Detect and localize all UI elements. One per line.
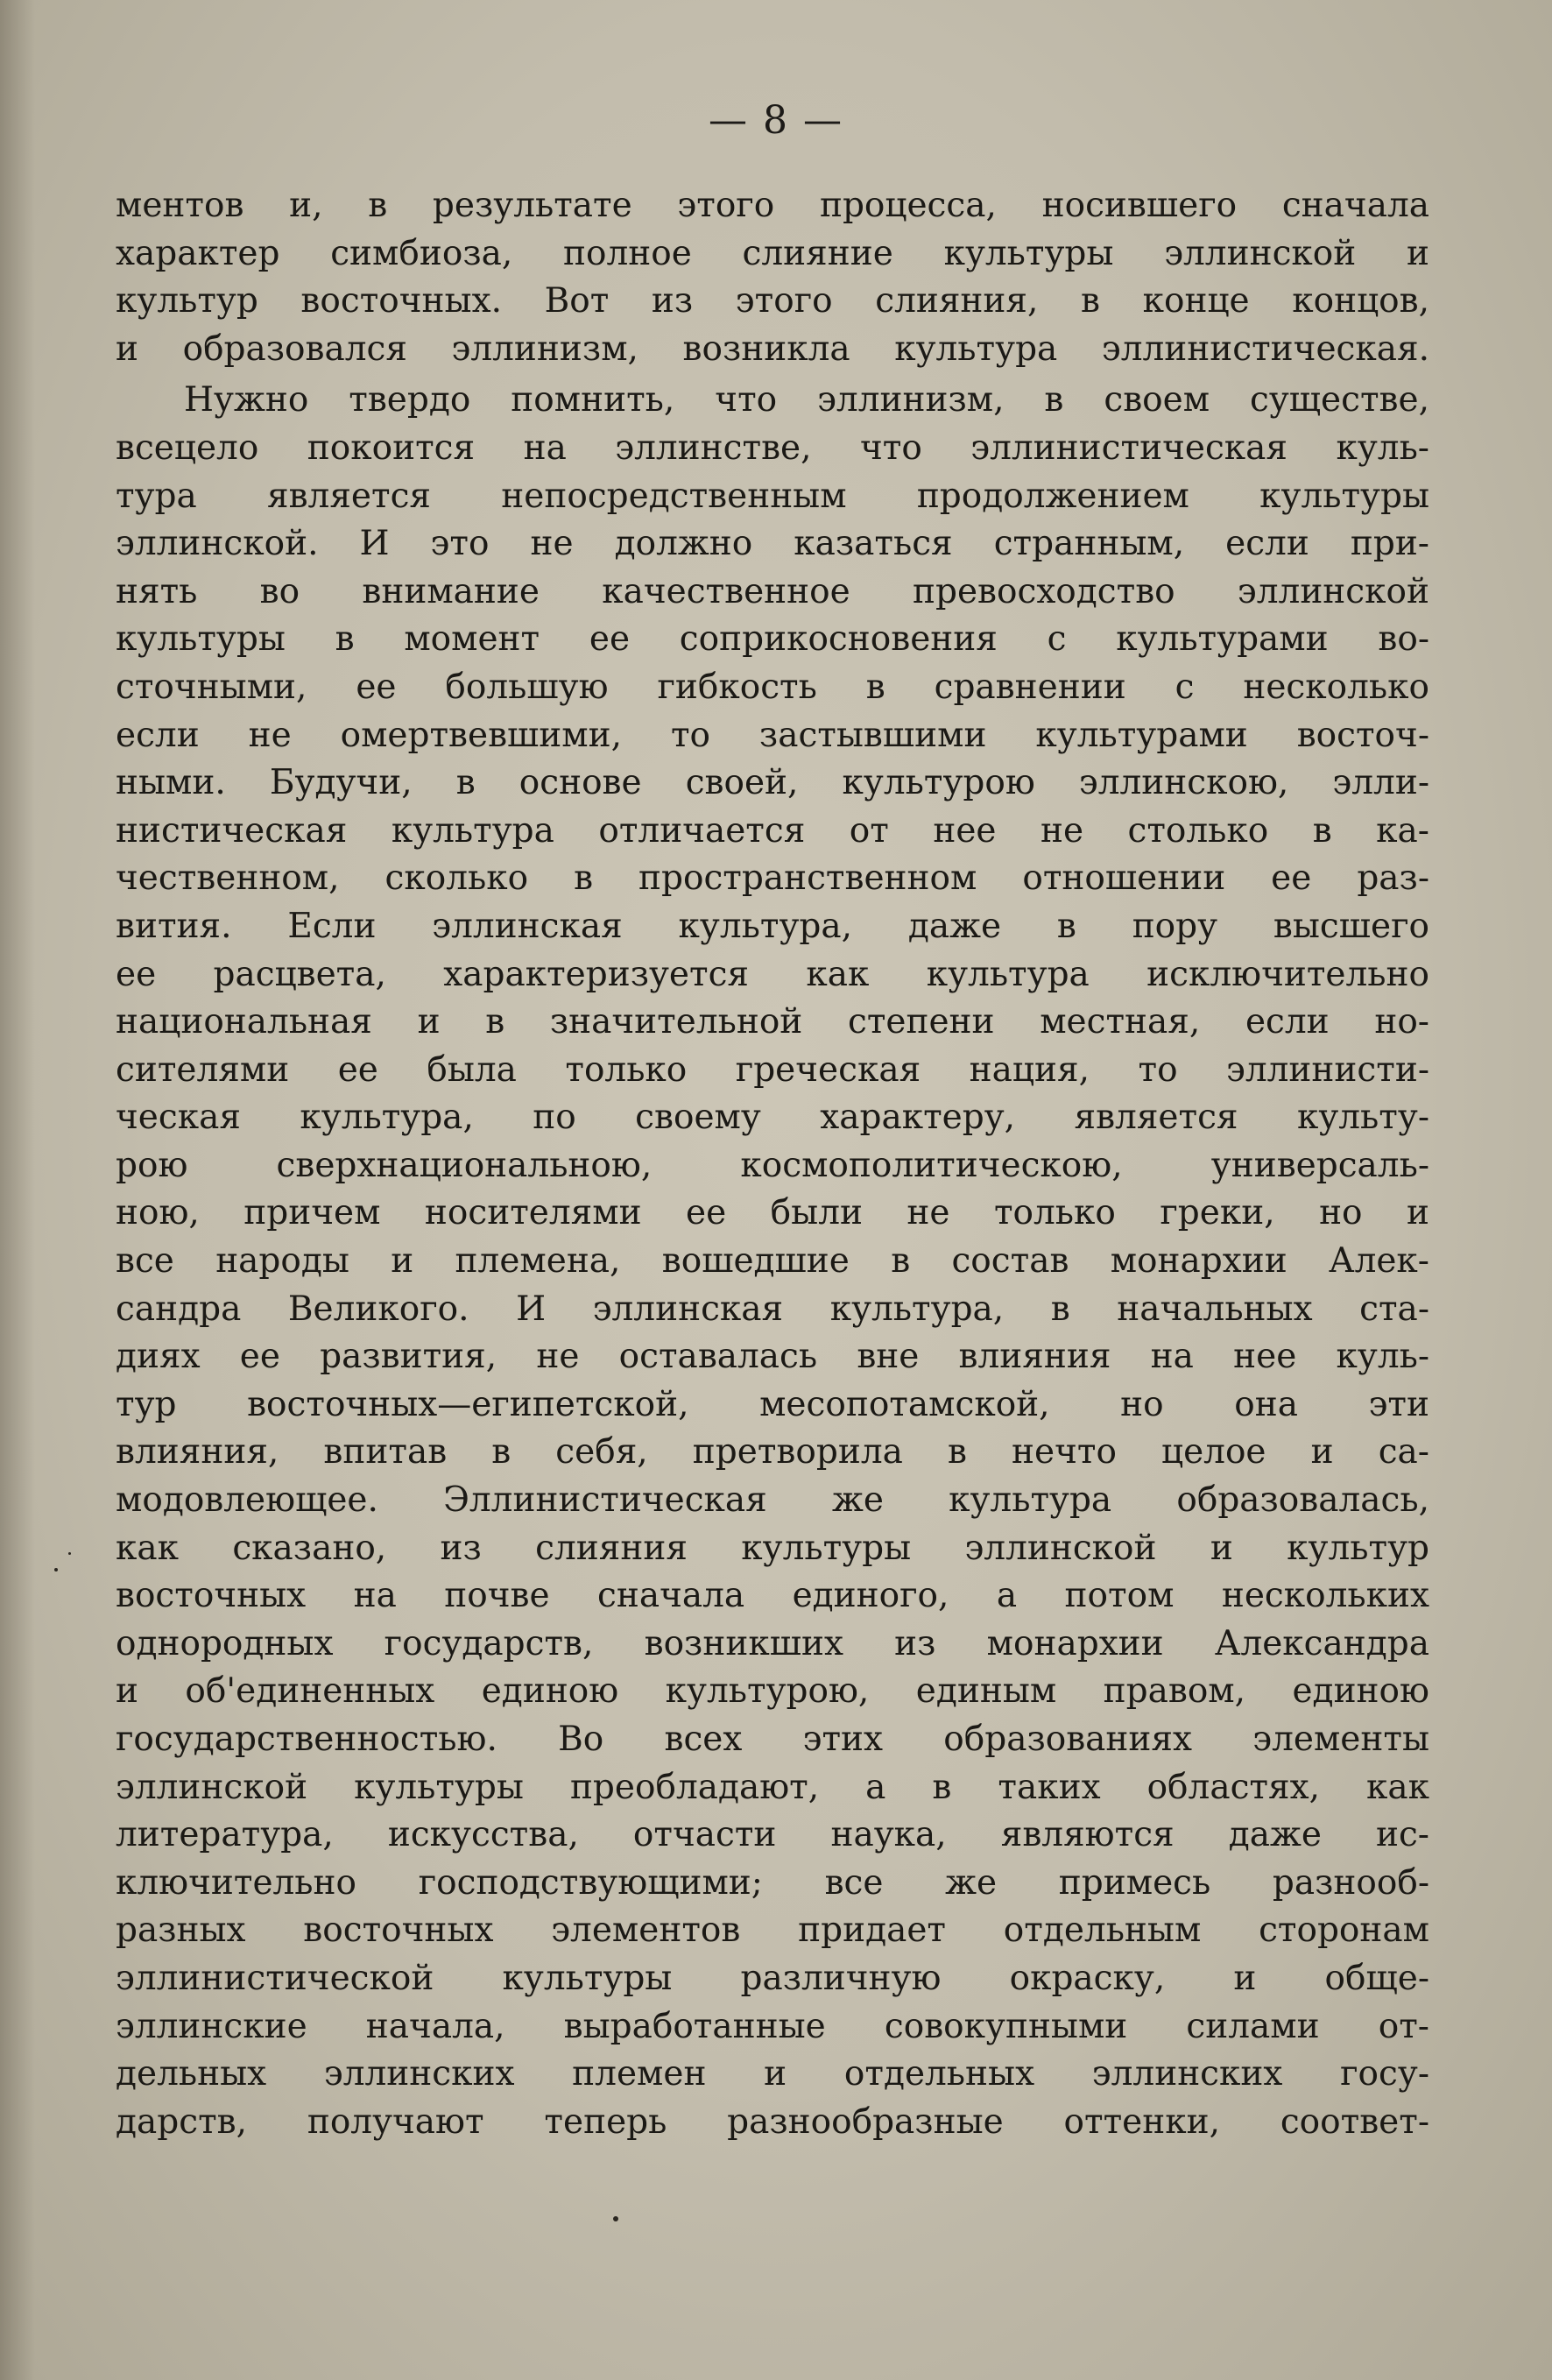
text-line: всецело покоится на эллинстве, что эллинистическая куль- <box>116 427 1429 468</box>
text-line: эллинские начала, выработанные совокупными силами от- <box>116 2006 1429 2046</box>
text-line: эллинской культуры преобладают, а в таких областях, как <box>116 1767 1429 1807</box>
text-line: сточными, ее большую гибкость в сравнении с несколько <box>116 667 1429 707</box>
text-line: и образовался эллинизм, возникла культура эллинистическая. <box>116 328 1429 369</box>
text-line: ментов и, в результате этого процесса, носившего сначала <box>116 186 1429 225</box>
text-line: дарств, получают теперь разнообразные оттенки, соответ- <box>116 2101 1429 2142</box>
text-line: культур восточных. Вот из этого слияния, в конце концов, <box>116 281 1429 321</box>
ink-speck <box>68 1552 71 1555</box>
text-line: чественном, сколько в пространственном отношении ее раз- <box>116 858 1429 899</box>
text-line: тур восточных—египетской, месопотамской, но она эти <box>116 1384 1429 1424</box>
page-number: — 8 — <box>709 98 843 143</box>
text-line: влияния, впитав в себя, претворила в нечто целое и са- <box>116 1432 1429 1472</box>
body-text <box>116 182 1429 2146</box>
text-line: характер симбиоза, полное слияние культуры эллинской и <box>116 233 1429 273</box>
ink-speck <box>613 2216 618 2221</box>
text-line: ною, причем носителями ее были не только греки, но и <box>116 1193 1429 1233</box>
text-line: нистическая культура отличается от нее не столько в ка- <box>116 810 1429 851</box>
text-line: культуры в момент ее соприкосновения с культурами во- <box>116 619 1429 660</box>
text-line: разных восточных элементов придает отдельным сторонам <box>116 1910 1429 1951</box>
text-line: дельных эллинских племен и отдельных эллинских госу- <box>116 2054 1429 2094</box>
text-line: эллинистической культуры различную окраску, и обще- <box>116 1958 1429 1998</box>
text-line: нять во внимание качественное превосходство эллинской <box>116 571 1429 611</box>
text-line: эллинской. И это не должно казаться странным, если при- <box>116 524 1429 564</box>
text-line: модовлеющее. Эллинистическая же культура образовалась, <box>116 1480 1429 1521</box>
text-line: однородных государств, возникших из монархии Александра <box>116 1623 1429 1663</box>
text-line: восточных на почве сначала единого, а потом нескольких <box>116 1576 1429 1616</box>
ink-speck <box>54 1568 58 1571</box>
text-line: сителями ее была только греческая нация, то эллинисти- <box>116 1049 1429 1090</box>
text-line: ее расцвета, характеризуется как культура исключительно <box>116 954 1429 994</box>
text-line: все народы и племена, вошедшие в состав монархии Алек- <box>116 1241 1429 1282</box>
text-line: ными. Будучи, в основе своей, культурою эллинскою, элли- <box>116 763 1429 803</box>
text-line: диях ее развития, не оставалась вне влияния на нее куль- <box>116 1337 1429 1377</box>
text-line: как сказано, из слияния культуры эллинской и культур <box>116 1528 1429 1568</box>
text-line: государственностью. Во всех этих образованиях элементы <box>116 1720 1429 1759</box>
text-line: вития. Если эллинская культура, даже в пору высшего <box>116 906 1429 946</box>
text-line: литература, искусства, отчасти наука, являются даже ис- <box>116 1815 1429 1855</box>
text-line: тура является непосредственным продолжением культуры <box>116 476 1429 516</box>
text-line: сандра Великого. И эллинская культура, в начальных ста- <box>116 1289 1429 1329</box>
text-line: ческая культура, по своему характеру, является культу- <box>116 1098 1429 1138</box>
text-line: рою сверхнациональною, космополитическою, универсаль- <box>116 1145 1429 1185</box>
text-line: национальная и в значительной степени местная, если но- <box>116 1002 1429 1042</box>
text-line: если не омертвевшими, то застывшими культурами восточ- <box>116 715 1429 755</box>
text-line: Нужно твердо помнить, что эллинизм, в своем существе, <box>184 380 1429 420</box>
text-line: ключительно господствующими; все же примесь разнооб- <box>116 1862 1429 1903</box>
text-line: и об'единенных единою культурою, единым правом, единою <box>116 1671 1429 1712</box>
page-edge-shadow <box>0 0 35 2380</box>
